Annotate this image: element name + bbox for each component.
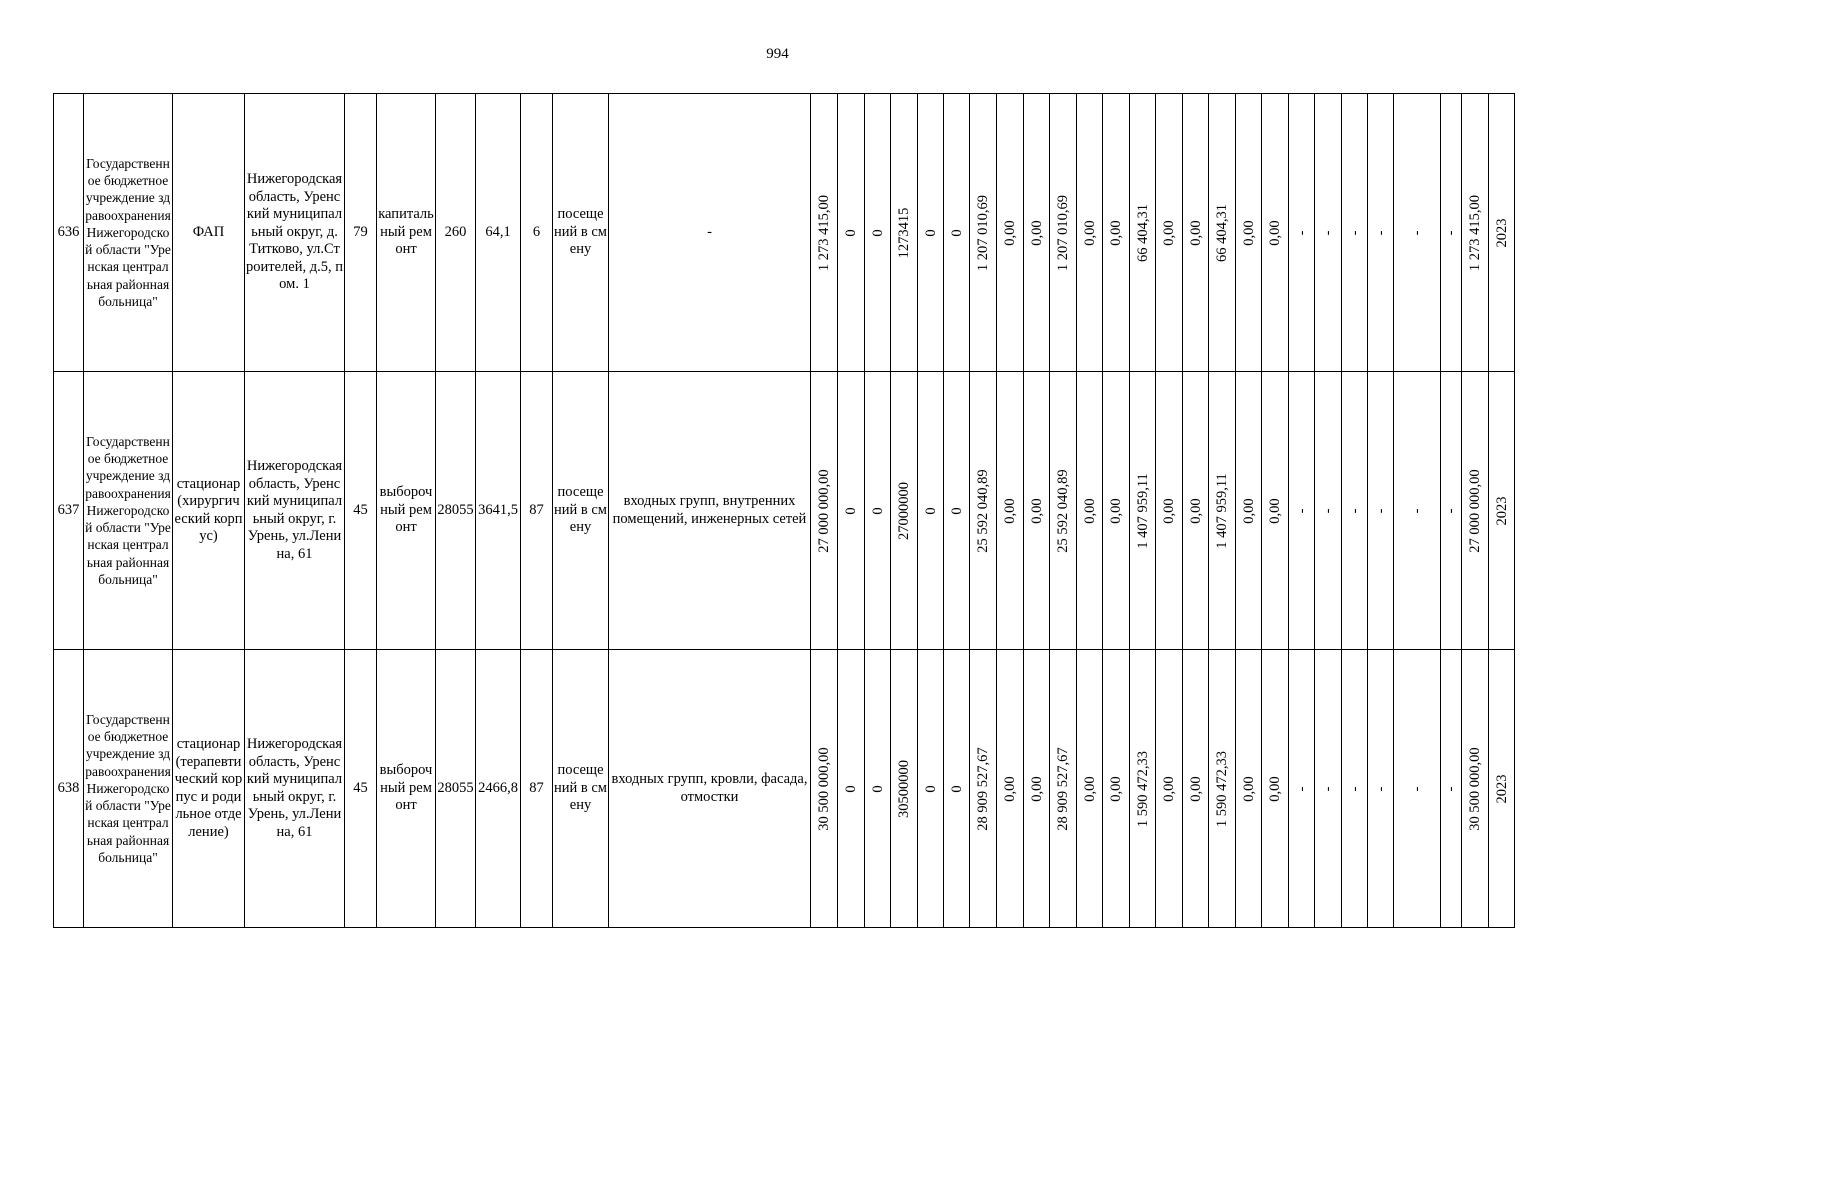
amount-cell [1462,94,1489,372]
amount-value: 1 407 959,11 [1214,472,1230,549]
amount-cell [1368,372,1394,650]
work-type-cell [377,650,436,928]
amount-value: 2023 [1493,496,1510,525]
amount-value: 0 [843,506,859,515]
amount-value: - [1346,786,1363,791]
amount-value: 28 909 527,67 [975,746,991,831]
amount-value: 0,00 [1240,219,1257,246]
amount-value: 27000000 [896,481,912,540]
amount-value: 1273415 [896,207,912,258]
amount-value: 0 [922,228,939,237]
amount-value: 0,00 [1081,775,1098,802]
amount-value: 0,00 [1028,219,1045,246]
capacity-unit: посещений в смену [554,762,607,814]
organization-name: Государственное бюджетное учреждение здравоохранения Нижегородской области "Уренская центральная районная больница" [85,156,171,309]
amount-cell [1156,650,1183,928]
row-number-cell [54,650,84,928]
amount-value: - [1372,230,1389,235]
amount-cell [970,650,997,928]
amount-cell [944,650,970,928]
amount-value: 0,00 [1187,775,1204,802]
object-address: Нижегородская область, Уренский муниципальный округ, д. Титково, ул.Строителей, д.5, пом. 1 [246,171,343,293]
amount-value: 0 [948,228,965,237]
amount-cell [838,94,865,372]
amount-value: 0 [843,228,859,237]
work-type: выборочный ремонт [379,484,433,536]
column-4-value: 45 [353,779,368,796]
amount-value: 2023 [1493,774,1510,803]
organization-name: Государственное бюджетное учреждение здравоохранения Нижегородской области "Уренская центральная районная больница" [85,434,171,587]
amount-cell [918,94,944,372]
area-value-cell [476,372,521,650]
column-6-value: 28055 [437,501,474,518]
amount-cell [1394,650,1441,928]
column-6-value: 28055 [437,779,474,796]
amount-cell [1236,372,1262,650]
amount-value: 0,00 [1267,497,1283,524]
amount-cell [1183,94,1209,372]
work-description: входных групп, внутренних помещений, инженерных сетей [612,493,807,527]
amount-value: 0 [843,784,859,793]
amount-value: - [1320,786,1336,791]
amount-cell [1489,650,1515,928]
area-value: 3641,5 [478,501,518,518]
amount-value: 30 500 000,00 [1467,746,1483,831]
column-6-value-cell [436,650,476,928]
amount-value: 28 909 527,67 [1055,746,1071,831]
amount-cell [944,372,970,650]
work-type: капитальный ремонт [378,206,434,258]
amount-value: 0 [922,506,939,515]
amount-value: 0,00 [1108,497,1124,524]
amount-value: 0 [948,784,965,793]
row-number: 638 [57,779,80,796]
object-name: стационар (терапевтический корпус и родильное отделение) [174,736,243,840]
amount-value: 1 590 472,33 [1134,750,1151,827]
amount-value: 0,00 [1108,219,1124,246]
amount-value: - [1409,230,1425,235]
column-8-value: 87 [529,779,544,796]
amount-cell [1489,94,1515,372]
amount-value: - [1293,508,1310,513]
column-4-value-cell [345,650,377,928]
amount-cell [918,372,944,650]
capacity-unit: посещений в смену [554,484,607,536]
amount-value: 0,00 [1108,775,1124,802]
amount-value: - [1409,786,1425,791]
amount-value: - [1372,508,1389,513]
capacity-unit-cell [553,94,609,372]
amount-value: - [1443,230,1459,235]
amount-cell [1462,650,1489,928]
amount-value: 1 207 010,69 [975,194,991,271]
amount-value: 0,00 [1240,497,1257,524]
amount-value: 0,00 [1081,497,1098,524]
amount-cell [1289,372,1315,650]
organization-name-cell [84,372,173,650]
organization-name-cell [84,94,173,372]
amount-cell [891,372,918,650]
object-address: Нижегородская область, Уренский муниципальный округ, г. Урень, ул.Ленина, 61 [246,458,343,562]
column-4-value-cell [345,372,377,650]
amount-cell [1342,94,1368,372]
row-number: 636 [57,223,80,240]
row-number: 637 [57,501,80,518]
amount-value: 1 207 010,69 [1055,194,1071,271]
amount-cell [865,94,891,372]
amount-cell [997,372,1024,650]
amount-cell [865,650,891,928]
object-address-cell [245,650,345,928]
amount-cell [1024,650,1050,928]
amount-cell [1050,650,1077,928]
object-name-cell [173,94,245,372]
amount-value: 0,00 [1240,775,1257,802]
amount-cell [1050,372,1077,650]
amount-cell [1156,372,1183,650]
amount-value: 0,00 [1028,497,1045,524]
amount-value: - [1409,508,1425,513]
amount-value: 0,00 [1161,219,1177,246]
amount-value: 30500000 [896,759,912,818]
work-description: входных групп, кровли, фасада, отмостки [611,771,808,805]
amount-value: 1 407 959,11 [1134,472,1151,549]
amount-value: 0,00 [1161,775,1177,802]
amount-cell [1050,94,1077,372]
amount-value: 0,00 [1267,775,1283,802]
amount-cell [1024,94,1050,372]
table-row [54,650,1515,928]
amount-value: 0,00 [1002,775,1018,802]
amount-cell [1183,372,1209,650]
work-type-cell [377,372,436,650]
amount-cell [1183,650,1209,928]
amount-value: 1 273 415,00 [1467,194,1483,271]
capacity-unit-cell [553,650,609,928]
amount-cell [811,372,838,650]
amount-cell [1130,372,1156,650]
amount-value: - [1293,230,1310,235]
amount-cell [970,372,997,650]
column-8-value-cell [521,372,553,650]
amount-cell [1209,372,1236,650]
amount-cell [1077,650,1103,928]
column-8-value-cell [521,94,553,372]
area-value: 64,1 [485,223,511,240]
amount-cell [1441,94,1462,372]
amount-value: 2023 [1493,218,1510,247]
amount-value: - [1443,508,1459,513]
object-name: стационар (хирургический корпус) [174,475,243,544]
amount-value: 0 [922,784,939,793]
amount-value: 0,00 [1267,219,1283,246]
amount-value: - [1346,508,1363,513]
table-row [54,372,1515,650]
area-value-cell [476,94,521,372]
column-4-value-cell [345,94,377,372]
amount-cell [970,94,997,372]
amount-cell [1315,650,1342,928]
amount-cell [1103,650,1130,928]
amount-value: - [1346,230,1363,235]
amount-cell [918,650,944,928]
amount-value: 27 000 000,00 [1467,468,1483,553]
amount-cell [1489,372,1515,650]
column-6-value-cell [436,372,476,650]
amount-value: 66 404,31 [1214,203,1230,262]
column-8-value-cell [521,650,553,928]
amount-cell [997,650,1024,928]
column-8-value: 6 [532,223,541,240]
amount-cell [1342,372,1368,650]
amount-cell [811,650,838,928]
column-6-value-cell [436,94,476,372]
amount-value: 0,00 [1081,219,1098,246]
amount-value: - [1320,230,1336,235]
amount-cell [1394,372,1441,650]
amount-cell [1394,94,1441,372]
amount-cell [1156,94,1183,372]
object-address-cell [245,372,345,650]
amount-cell [1262,94,1289,372]
amount-value: 0 [869,228,886,237]
row-number-cell [54,94,84,372]
amount-cell [1130,650,1156,928]
amount-value: 0 [869,784,886,793]
area-value: 2466,8 [478,779,518,796]
amount-cell [1024,372,1050,650]
column-4-value: 45 [353,501,368,518]
object-name: ФАП [192,223,225,240]
amount-value: 25 592 040,89 [975,468,991,553]
amount-cell [1077,94,1103,372]
amount-cell [1368,650,1394,928]
repair-program-table [53,93,1515,928]
amount-cell [1103,372,1130,650]
amount-value: 0,00 [1002,497,1018,524]
amount-value: 30 500 000,00 [816,746,832,831]
amount-cell [1289,650,1315,928]
amount-value: - [1320,508,1336,513]
area-value-cell [476,650,521,928]
page-number: 994 [766,46,789,62]
amount-cell [944,94,970,372]
amount-cell [1103,94,1130,372]
amount-cell [1209,94,1236,372]
work-description-cell [609,372,811,650]
work-type-cell [377,94,436,372]
row-number-cell [54,372,84,650]
work-description: - [707,223,712,240]
capacity-unit: посещений в смену [554,206,607,258]
amount-value: 0 [869,506,886,515]
amount-value: - [1443,786,1459,791]
amount-value: 0,00 [1028,775,1045,802]
amount-cell [1315,94,1342,372]
column-8-value: 87 [529,501,544,518]
object-address: Нижегородская область, Уренский муниципальный округ, г. Урень, ул.Ленина, 61 [246,736,343,840]
amount-value: - [1293,786,1310,791]
amount-cell [1236,650,1262,928]
amount-value: 0,00 [1187,219,1204,246]
work-description-cell [609,650,811,928]
amount-cell [1262,372,1289,650]
amount-cell [1315,372,1342,650]
amount-value: 27 000 000,00 [816,468,832,553]
amount-cell [1462,372,1489,650]
amount-cell [997,94,1024,372]
amount-cell [1262,650,1289,928]
amount-cell [1077,372,1103,650]
amount-value: 0,00 [1187,497,1204,524]
amount-cell [1368,94,1394,372]
column-4-value: 79 [353,223,368,240]
amount-value: 25 592 040,89 [1055,468,1071,553]
work-type: выборочный ремонт [379,762,433,814]
amount-value: 1 273 415,00 [816,194,832,271]
amount-cell [1236,94,1262,372]
amount-cell [1342,650,1368,928]
amount-cell [891,650,918,928]
amount-value: 0,00 [1161,497,1177,524]
amount-cell [1209,650,1236,928]
amount-cell [1130,94,1156,372]
object-address-cell [245,94,345,372]
amount-value: 0,00 [1002,219,1018,246]
organization-name-cell [84,650,173,928]
amount-cell [891,94,918,372]
table-row [54,94,1515,372]
object-name-cell [173,650,245,928]
organization-name: Государственное бюджетное учреждение здравоохранения Нижегородской области "Уренская центральная районная больница" [85,712,171,865]
amount-cell [1289,94,1315,372]
amount-value: - [1372,786,1389,791]
amount-cell [838,650,865,928]
work-description-cell [609,94,811,372]
amount-cell [1441,650,1462,928]
amount-cell [865,372,891,650]
amount-cell [811,94,838,372]
object-name-cell [173,372,245,650]
amount-value: 66 404,31 [1134,203,1151,262]
amount-cell [838,372,865,650]
amount-value: 1 590 472,33 [1214,750,1230,827]
amount-value: 0 [948,506,965,515]
amount-cell [1441,372,1462,650]
capacity-unit-cell [553,372,609,650]
column-6-value: 260 [444,223,467,240]
